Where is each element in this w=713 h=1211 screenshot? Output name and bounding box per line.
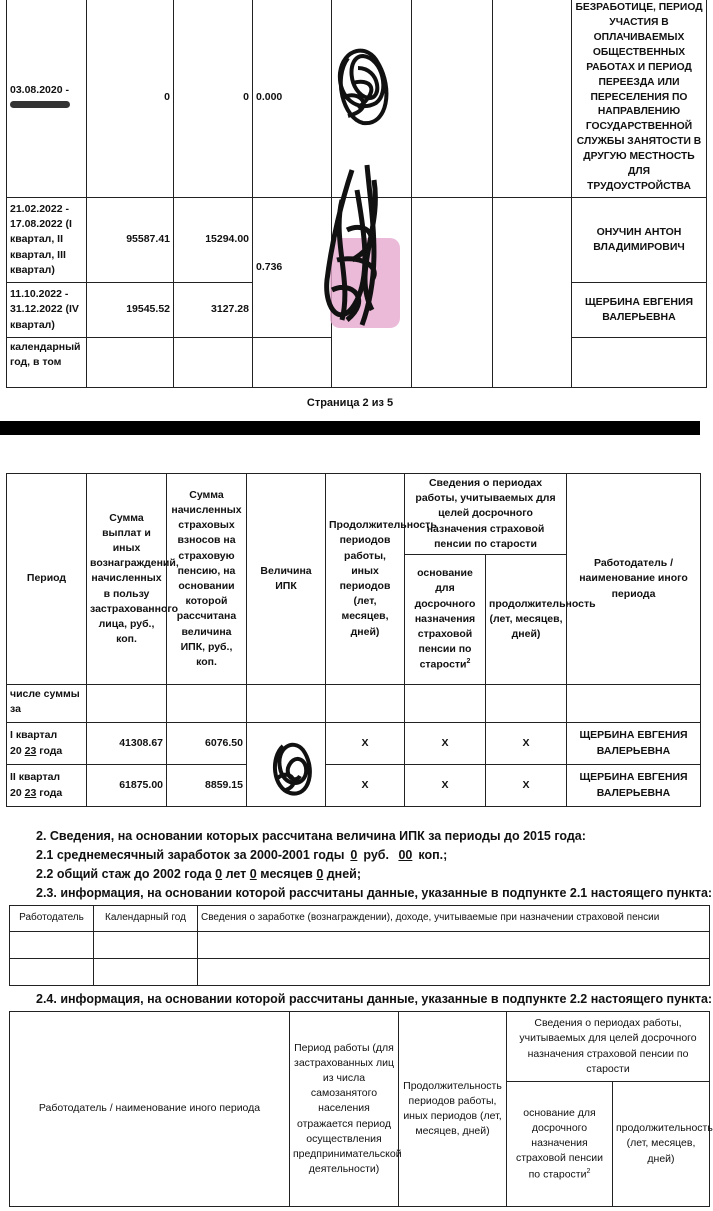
contrib-cell: 8859.15 [167, 765, 247, 807]
header-sum: Сумма выплат и иных вознаграждений, начисленных в пользу застрахованного лица, руб., коп. [87, 474, 167, 685]
sum-cell: 19545.52 [87, 282, 174, 337]
header-period: Период [7, 474, 87, 685]
sum-cell: 95587.41 [87, 197, 174, 282]
table-row [7, 197, 707, 282]
early-basis-cell [412, 0, 493, 197]
early-basis-cell: X [405, 723, 486, 765]
header-early-duration: продолжительность (лет, месяцев, дней) [486, 555, 567, 685]
employer-cell [567, 685, 701, 723]
employer-cell: ЩЕРБИНА ЕВГЕНИЯ ВАЛЕРЬЕВНА [567, 723, 701, 765]
duration-cell: X [326, 765, 405, 807]
sum-cell [87, 685, 167, 723]
header-early-group: Сведения о периодах работы, учитываемых для целей досрочного назначения страховой пенсии по старости [507, 1012, 710, 1082]
header-earnings: Сведения о заработке (вознаграждении), доходе, учитываемые при назначении страховой пенсии [198, 906, 710, 932]
header-duration: Продолжительность периодов работы, иных периодов (лет, месяцев, дней) [399, 1012, 507, 1207]
duration-cell [332, 0, 412, 197]
ipk-cell [247, 685, 326, 723]
header-early-basis: основание для досрочного назначения страховой пенсии по старости$^2$ [507, 1082, 613, 1207]
table-row [7, 723, 701, 765]
early-basis-cell: X [405, 765, 486, 807]
ipk-cell: 0.000 [253, 0, 332, 197]
contrib-cell: 3127.28 [174, 282, 253, 337]
period-cell: II квартал 20 23 года [7, 765, 87, 807]
early-duration-cell [486, 685, 567, 723]
header-work-period: Период работы (для застрахованных лиц из числа самозанятого населения отражается период осуществления предпринимательской деятельности) [290, 1012, 399, 1207]
sum-cell [87, 337, 174, 387]
header-year: Календарный год [94, 906, 198, 932]
employer-cell: БЕЗРАБОТИЦЕ, ПЕРИОД УЧАСТИЯ В ОПЛАЧИВАЕМЫХ ОБЩЕСТВЕННЫХ РАБОТАХ И ПЕРИОД ПЕРЕЕЗДА ИЛИ ПЕРЕСЕЛЕНИЯ ПО НАПРАВЛЕНИЮ ГОСУДАРСТВЕННОЙ СЛУЖБЫ ЗАНЯТОСТИ В ДРУГУЮ МЕСТНОСТЬ ДЛЯ ТРУДОУСТРОЙСТВА [572, 0, 707, 197]
line-2-2: 2.2 общий стаж до 2002 года 0 лет 0 месяцев 0 дней; [36, 867, 362, 881]
period-cell: 11.10.2022 - 31.12.2022 (IV квартал) [7, 282, 87, 337]
table-row [7, 685, 701, 723]
period-cell: числе суммы за [7, 685, 87, 723]
employer-cell: ЩЕРБИНА ЕВГЕНИЯ ВАЛЕРЬЕВНА [572, 282, 707, 337]
duration-cell [326, 685, 405, 723]
sum-cell: 61875.00 [87, 765, 167, 807]
sum-cell: 0 [87, 0, 174, 197]
early-basis-cell [405, 685, 486, 723]
period-cell: I квартал 20 23 года [7, 723, 87, 765]
header-employer: Работодатель / наименование иного периода [567, 474, 701, 685]
sum-cell: 41308.67 [87, 723, 167, 765]
header-contrib: Сумма начисленных страховых взносов на страховую пенсию, на основании которой рассчитана величина ИПК, руб., коп. [167, 474, 247, 685]
header-early-group: Сведения о периодах работы, учитываемых для целей досрочного назначения страховой пенсии по старости [405, 474, 567, 555]
header-row [7, 474, 701, 555]
top-table [6, 0, 707, 388]
early-duration-cell: X [486, 765, 567, 807]
header-early-duration: продолжительность (лет, месяцев, дней) [613, 1082, 710, 1207]
period-cell: 03.08.2020 - [7, 0, 87, 197]
employer-cell: ОНУЧИН АНТОН ВЛАДИМИРОВИЧ [572, 197, 707, 282]
header-early-basis: основание для досрочного назначения страховой пенсии по старости$^2$ [405, 555, 486, 685]
duration-cell: X [326, 723, 405, 765]
contrib-cell: 15294.00 [174, 197, 253, 282]
header-duration: Продолжительность периодов работы, иных периодов (лет, месяцев, дней) [326, 474, 405, 685]
header-employer: Работодатель / наименование иного периода [10, 1012, 290, 1207]
line-2-4: 2.4. информация, на основании которой рассчитаны данные, указанные в подпункте 2.2 настоящего пункта: [36, 992, 713, 1006]
ipk-cell: 0.736 [253, 197, 332, 337]
page-number: Страница 2 из 5 [306, 397, 394, 409]
duration-cell [332, 197, 412, 387]
header-row [10, 906, 710, 932]
table-row [7, 765, 701, 807]
contrib-cell [167, 685, 247, 723]
table-2-3 [9, 905, 710, 986]
contrib-cell [174, 337, 253, 387]
period-cell: календарный год, в том [7, 337, 87, 387]
table-row [7, 0, 707, 197]
header-ipk: Величина ИПК [247, 474, 326, 685]
early-basis-cell [412, 197, 493, 387]
ipk-cell [247, 723, 326, 807]
section2-title: 2. Сведения, на основании которых рассчитана величина ИПК за периоды до 2015 года: [36, 829, 586, 843]
page-separator [0, 421, 700, 435]
early-duration-cell: X [486, 723, 567, 765]
early-duration-cell [493, 0, 572, 197]
header-employer: Работодатель [10, 906, 94, 932]
line-2-3: 2.3. информация, на основании которой рассчитаны данные, указанные в подпункте 2.1 настоящего пункта: [36, 886, 713, 900]
main-table [6, 473, 701, 807]
header-row [10, 1012, 710, 1082]
early-duration-cell [493, 197, 572, 387]
ipk-cell [253, 337, 332, 387]
table-2-4 [9, 1011, 713, 1207]
table-row [10, 959, 710, 986]
employer-cell: ЩЕРБИНА ЕВГЕНИЯ ВАЛЕРЬЕВНА [567, 765, 701, 807]
table-row [10, 932, 710, 959]
contrib-cell: 0 [174, 0, 253, 197]
line-2-1: 2.1 среднемесячный заработок за 2000-2001 годы 0 руб. 00 коп.; [36, 848, 448, 862]
period-cell: 21.02.2022 - 17.08.2022 (I квартал, II квартал, III квартал) [7, 197, 87, 282]
contrib-cell: 6076.50 [167, 723, 247, 765]
employer-cell [572, 337, 707, 387]
